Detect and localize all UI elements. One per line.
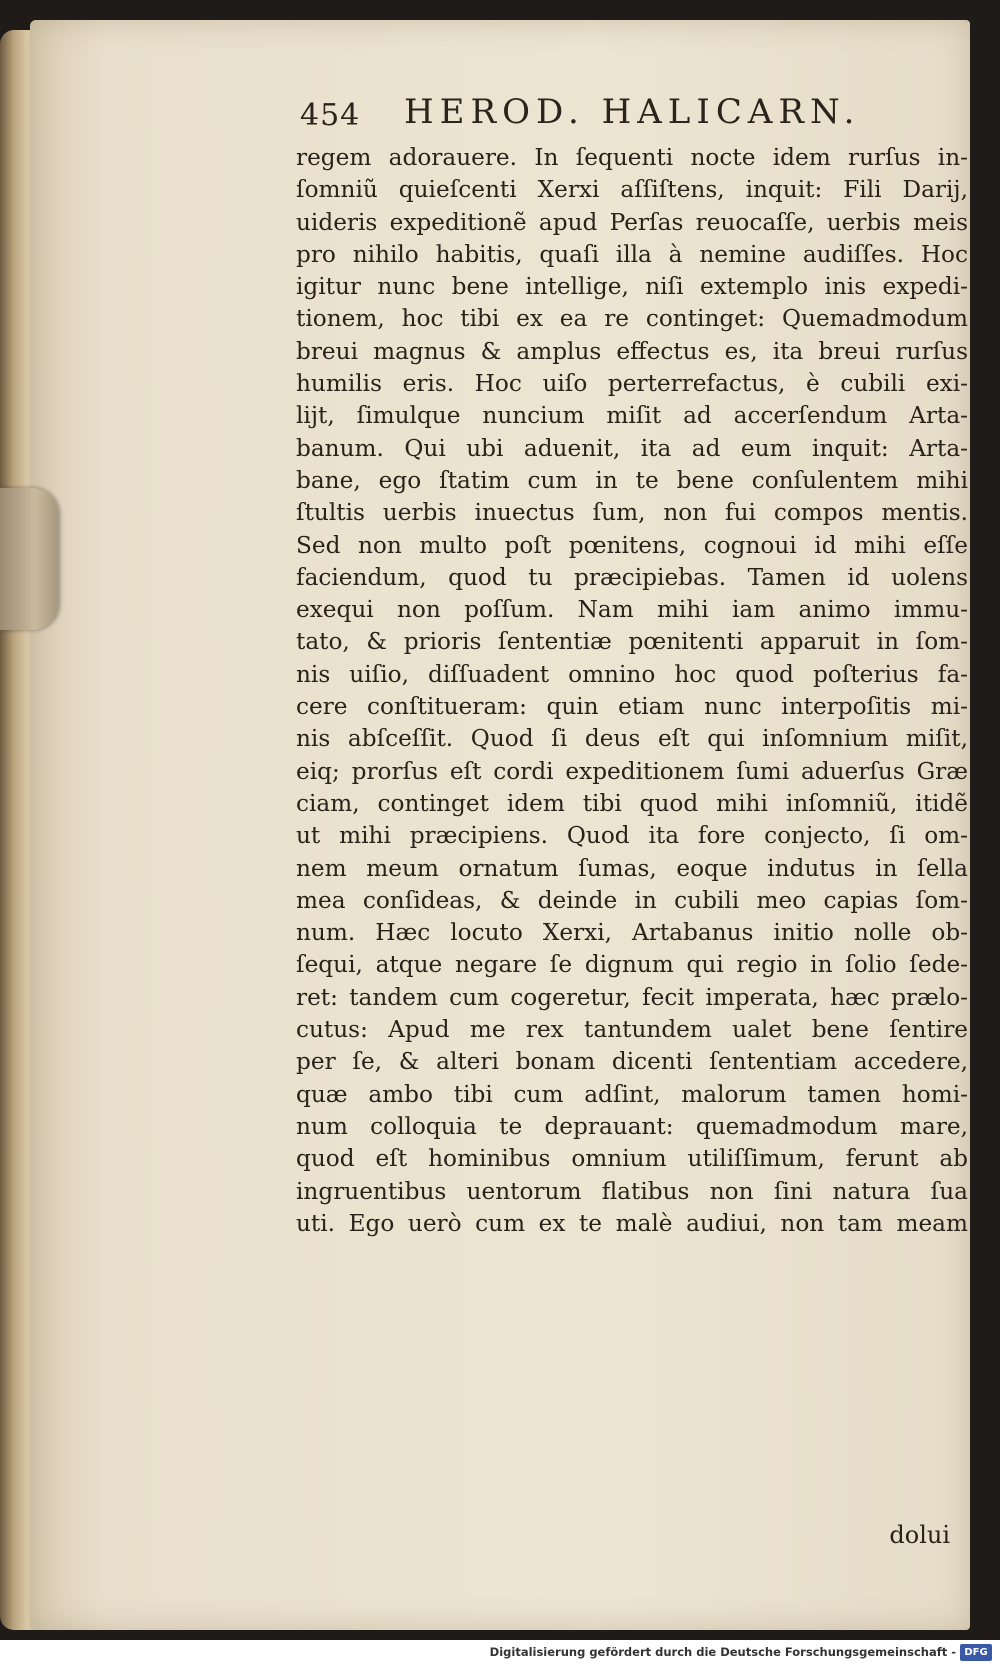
text-line: exequi non poſſum. Nam mihi iam animo immu- [296, 596, 968, 624]
text-line: quod eſt hominibus omnium utiliſſimum, ferunt ab [296, 1145, 968, 1173]
text-line: mea conſideas, & deinde in cubili meo capias ſom- [296, 886, 968, 914]
text-line: ſequi, atque negare ſe dignum qui regio in ſolio ſede- [296, 951, 968, 979]
text-line: num colloquia te deprauant: quemadmodum mare, [296, 1112, 968, 1140]
running-head: HEROD. HALICARN. [404, 92, 861, 132]
page-number: 454 [300, 98, 361, 133]
footer-bar [0, 1640, 1000, 1667]
text-line: pro nihilo habitis, quaſi illa à nemine audiſſes. Hoc [296, 240, 968, 268]
text-line: Sed non multo poſt pœnitens, cognoui id mihi eſſe [296, 531, 968, 559]
text-line: num. Hæc locuto Xerxi, Artabanus initio nolle ob- [296, 919, 968, 947]
text-line: per ſe, & alteri bonam dicenti ſententiam accedere, [296, 1048, 968, 1076]
text-line: tionem, hoc tibi ex ea re continget: Quemadmodum [296, 305, 968, 333]
text-line: nis abſceſſit. Quod ſi deus eſt qui inſomnium miſit, [296, 725, 968, 753]
footer-credit: Digitalisierung gefördert durch die Deutsche Forschungsgemeinschaft - [489, 1645, 956, 1659]
text-line: ciam, continget idem tibi quod mihi inſomniũ, itidẽ [296, 789, 968, 817]
text-line: ingruentibus uentorum flatibus non ſini natura ſua [296, 1177, 968, 1205]
text-line: ſomniũ quieſcenti Xerxi aſſiſtens, inquit: Fili Darij, [296, 176, 968, 204]
page-header [300, 92, 920, 142]
text-line: quæ ambo tibi cum adſint, malorum tamen homi- [296, 1080, 968, 1108]
text-line: ut mihi præcipiens. Quod ita fore conjecto, ſi om- [296, 822, 968, 850]
text-line: faciendum, quod tu præcipiebas. Tamen id uolens [296, 563, 968, 591]
text-line: lijt, ſimulque nuncium miſit ad accerſendum Arta- [296, 402, 968, 430]
text-line: banum. Qui ubi aduenit, ita ad eum inquit: Arta- [296, 434, 968, 462]
text-line: ret: tandem cum cogeretur, fecit imperata, hæc prælo- [296, 983, 968, 1011]
text-line: cutus: Apud me rex tantundem ualet bene ſentire [296, 1016, 968, 1044]
text-line: bane, ego ſtatim cum in te bene conſulentem mihi [296, 466, 968, 494]
text-line: uideris expeditionẽ apud Perſas reuocaſſe, uerbis meis [296, 208, 968, 236]
page-tab-marker [0, 488, 58, 630]
text-line: ſtultis uerbis inuectus ſum, non fui compos mentis. [296, 499, 968, 527]
dfg-logo: DFG [960, 1644, 992, 1661]
text-line: regem adorauere. In ſequenti nocte idem rurſus in- [296, 144, 968, 171]
text-line: breui magnus & amplus effectus es, ita breui rurſus [296, 337, 968, 365]
text-line: humilis eris. Hoc uiſo perterrefactus, è cubili exi- [296, 370, 968, 398]
text-line: uti. Ego uerò cum ex te malè audiui, non tam meam [296, 1209, 968, 1237]
text-line: igitur nunc bene intellige, niſi extemplo inis expedi- [296, 273, 968, 301]
text-line: nem meum ornatum ſumas, eoque indutus in ſella [296, 854, 968, 882]
text-line: nis uiſio, diſſuadent omnino hoc quod poſterius fa- [296, 660, 968, 688]
text-line: tato, & prioris ſententiæ pœnitenti apparuit in ſom- [296, 628, 968, 656]
text-line: eiq; prorſus eſt cordi expeditionem ſumi aduerſus Græ [296, 757, 968, 785]
catchword: dolui [889, 1521, 950, 1549]
body-text [296, 142, 968, 1240]
text-line: cere conſtitueram: quin etiam nunc interpoſitis mi- [296, 693, 968, 721]
